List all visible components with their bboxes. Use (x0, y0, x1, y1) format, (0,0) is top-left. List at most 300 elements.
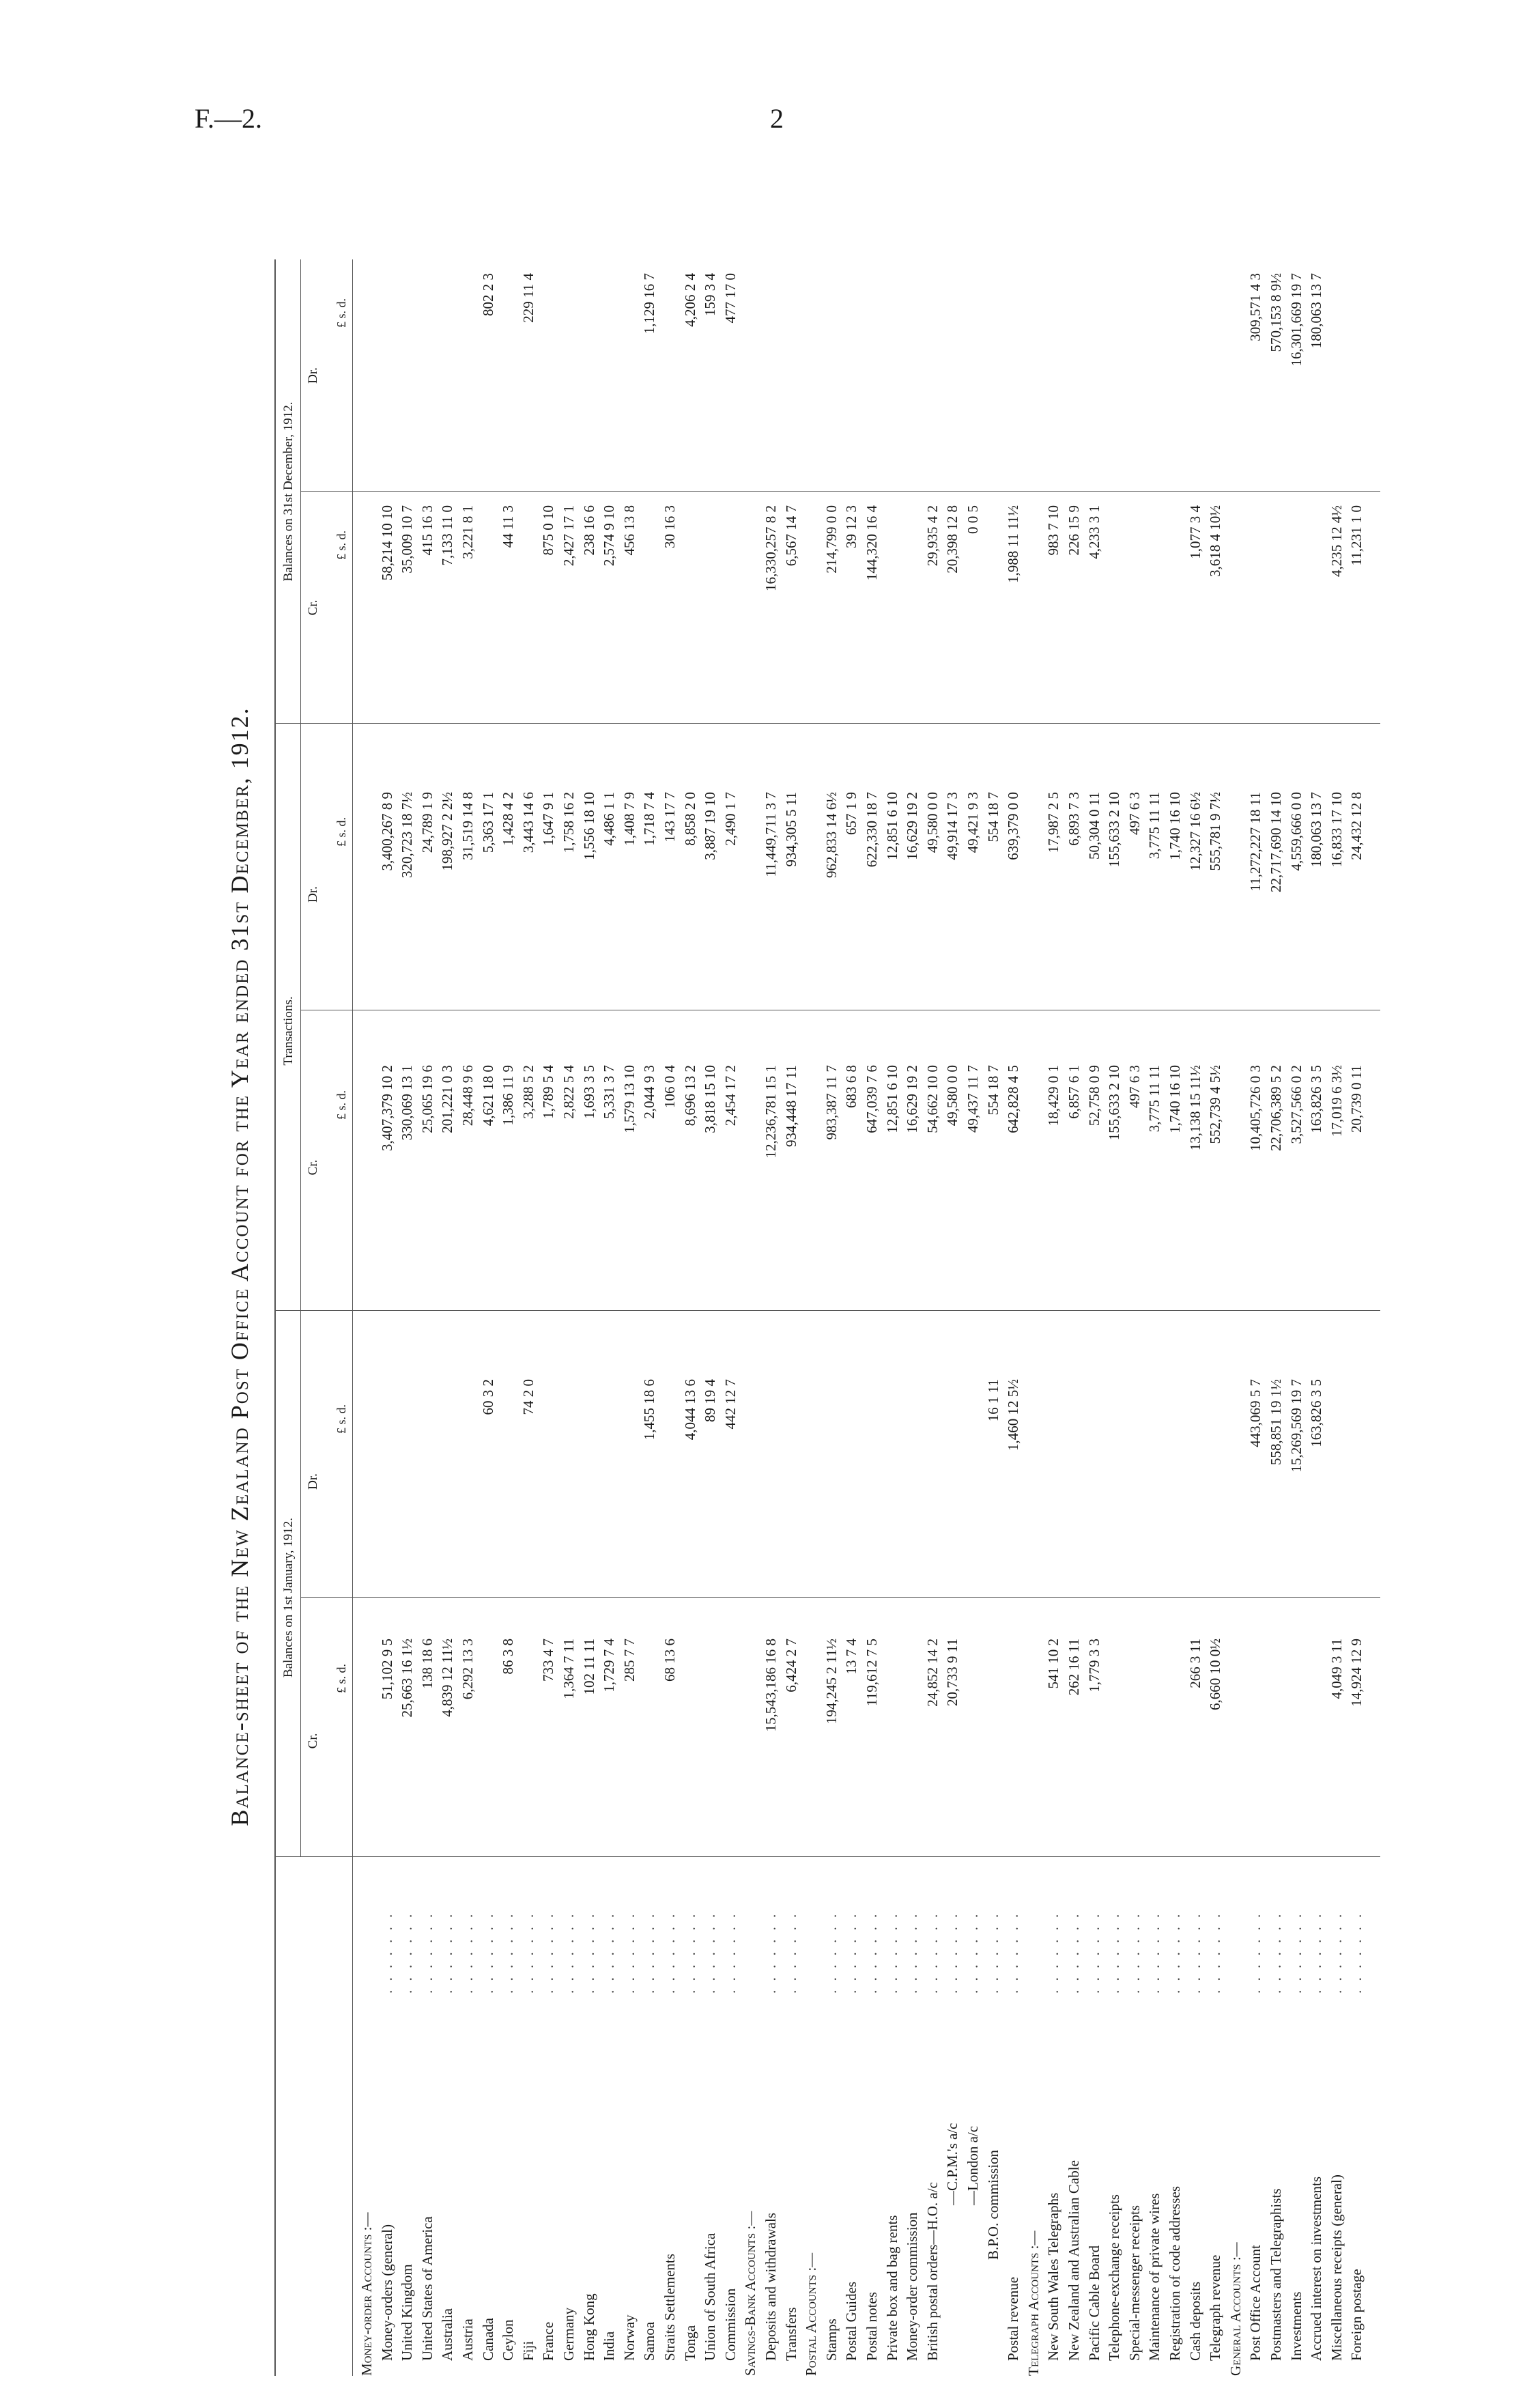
amount-tdr: 31,519 14 8 (459, 792, 476, 860)
account-label: Special-messenger receipts (1126, 2205, 1143, 2361)
amount-tdr: 16,833 17 10 (1328, 792, 1345, 868)
table-row (662, 259, 678, 2376)
amount-tdr: 934,305 5 11 (782, 792, 799, 867)
amount-tcr: 647,039 7 6 (864, 1065, 880, 1133)
amount-b1cr: 285 7 7 (621, 1639, 638, 1682)
amount-b1cr: 102 11 11 (580, 1639, 597, 1695)
account-label: Miscellaneous receipts (general) (1328, 2174, 1345, 2361)
amount-b2cr: 3,618 4 10½ (1207, 505, 1224, 577)
amount-b1dr: 60 3 2 (479, 1379, 496, 1415)
table-row (965, 259, 981, 2376)
amount-b1cr: 138 18 6 (418, 1639, 436, 1689)
amount-tcr: 2,044 9 3 (641, 1065, 658, 1119)
table-row (1309, 259, 1324, 2376)
amount-tdr: 1,718 7 4 (641, 792, 658, 846)
table-row (601, 259, 617, 2376)
amount-b1cr: 541 10 2 (1045, 1639, 1062, 1689)
account-label: Foreign postage (1348, 2269, 1365, 2361)
amount-b1cr: 20,733 9 11 (944, 1639, 961, 1706)
account-label: India (601, 2331, 618, 2361)
amount-b2cr: 983 7 10 (1045, 505, 1062, 556)
amount-tcr: 13,138 15 11½ (1186, 1065, 1203, 1151)
account-label: Australia (439, 2308, 456, 2361)
amount-b1cr: 14,924 12 9 (1348, 1639, 1365, 1707)
table-row (1188, 259, 1203, 2376)
account-label: Germany (560, 2307, 577, 2361)
amount-b1cr: 13 7 4 (843, 1639, 860, 1675)
account-label: Canada (479, 2318, 496, 2361)
leader-dots: . . . . . . . (580, 1911, 597, 1994)
amount-tcr: 22,706,389 5 2 (1268, 1065, 1284, 1151)
amount-b1cr: 86 3 8 (500, 1639, 517, 1675)
amount-b2dr: 570,153 8 9½ (1268, 273, 1284, 352)
section-heading: Postal Accounts :— (803, 2252, 820, 2376)
amount-tcr: 12,236,781 15 1 (762, 1065, 779, 1159)
amount-b2cr: 1,077 3 4 (1186, 505, 1203, 559)
leader-dots: . . . . . . . (883, 1911, 900, 1994)
section-row (1026, 259, 1042, 2376)
amount-b2cr: 238 16 6 (580, 505, 597, 556)
currency-header: £ s. d. (334, 1090, 348, 1120)
leader-dots: . . . . . . . (378, 1911, 395, 1994)
amount-b2dr: 180,063 13 7 (1308, 273, 1325, 349)
account-label: B.P.O. commission (984, 2149, 1001, 2260)
table-row (481, 259, 496, 2376)
page-number: 2 (770, 103, 784, 134)
amount-b2cr: 2,427 17 1 (560, 505, 577, 567)
amount-b2cr: 415 16 3 (418, 505, 436, 556)
amount-tdr: 657 1 9 (843, 792, 860, 835)
amount-tdr: 3,887 19 10 (702, 792, 719, 860)
amount-b1dr: 74 2 0 (519, 1379, 537, 1415)
amount-b1cr: 25,663 16 1½ (399, 1639, 416, 1718)
amount-b1dr: 1,460 12 5½ (1005, 1379, 1022, 1451)
amount-b1dr: 442 12 7 (722, 1379, 739, 1430)
leader-dots: . . . . . . . (843, 1911, 860, 1994)
amount-tcr: 1,579 13 10 (621, 1065, 638, 1133)
amount-b2cr: 44 11 3 (500, 505, 517, 548)
amount-b2cr: 20,398 12 8 (944, 505, 961, 573)
section-row (803, 259, 819, 2376)
amount-tdr: 4,486 1 1 (601, 792, 618, 846)
amount-tdr: 1,408 7 9 (621, 792, 638, 846)
table-row (622, 259, 638, 2376)
section-heading: Telegraph Accounts :— (1025, 2230, 1042, 2376)
currency-header: £ s. d. (334, 530, 348, 560)
amount-tdr: 3,443 14 6 (519, 792, 537, 853)
amount-tcr: 3,775 11 11 (1146, 1065, 1163, 1133)
amount-tcr: 2,454 17 2 (722, 1065, 739, 1126)
leader-dots: . . . . . . . (782, 1911, 799, 1994)
amount-tdr: 554 18 7 (984, 792, 1001, 842)
account-label: Austria (459, 2319, 476, 2361)
amount-tdr: 180,063 13 7 (1308, 792, 1325, 868)
amount-tcr: 3,407,379 10 2 (378, 1065, 395, 1151)
amount-b1dr: 163,826 3 5 (1308, 1379, 1325, 1447)
amount-b2cr: 0 0 5 (965, 505, 981, 534)
amount-tdr: 24,432 12 8 (1348, 792, 1365, 860)
document-reference: F.—2. (195, 103, 263, 134)
amount-b1dr: 89 19 4 (702, 1379, 719, 1422)
amount-tcr: 17,019 6 3½ (1328, 1065, 1345, 1137)
amount-b1cr: 4,839 12 11½ (439, 1639, 456, 1717)
table-row (925, 259, 941, 2376)
leader-dots: . . . . . . . (823, 1911, 840, 1994)
amount-b1cr: 119,612 7 5 (864, 1639, 880, 1706)
col-header-transactions-dr: Dr. (306, 886, 320, 903)
amount-tcr: 49,580 0 0 (944, 1065, 961, 1126)
leader-dots: . . . . . . . (924, 1911, 941, 1994)
leader-dots: . . . . . . . (722, 1911, 739, 1994)
leader-dots: . . . . . . . (1106, 1911, 1123, 1994)
section-heading: General Accounts :— (1227, 2242, 1244, 2376)
account-label: Private box and bag rents (883, 2215, 900, 2361)
amount-b1cr: 266 3 11 (1186, 1639, 1203, 1688)
amount-b1cr: 6,292 13 3 (459, 1639, 476, 1700)
amount-b1cr: 4,049 3 11 (1328, 1639, 1345, 1699)
balance-sheet-table (225, 259, 1386, 2376)
amount-tdr: 555,781 9 7½ (1207, 792, 1224, 871)
account-label: —London a/c (965, 2125, 981, 2205)
col-header-opening-dr: Dr. (306, 1473, 320, 1490)
account-label: Ceylon (500, 2319, 517, 2361)
amount-b2cr: 30 16 3 (661, 505, 678, 548)
leader-dots: . . . . . . . (560, 1911, 577, 1994)
col-header-transactions-cr: Cr. (306, 1159, 320, 1176)
amount-b1dr: 15,269,569 19 7 (1287, 1379, 1304, 1473)
amount-b1dr: 1,455 18 6 (641, 1379, 658, 1441)
amount-b2cr: 4,233 3 1 (1085, 505, 1102, 559)
leader-dots: . . . . . . . (1308, 1911, 1325, 1994)
amount-tdr: 497 6 3 (1126, 792, 1143, 835)
amount-tdr: 962,833 14 6½ (823, 792, 840, 878)
amount-tdr: 1,758 16 2 (560, 792, 577, 853)
leader-dots: . . . . . . . (540, 1911, 557, 1994)
amount-tcr: 20,739 0 11 (1348, 1065, 1365, 1133)
amount-b2dr: 16,301,669 19 7 (1287, 273, 1304, 367)
amount-tcr: 3,288 5 2 (519, 1065, 537, 1119)
leader-dots: . . . . . . . (399, 1911, 416, 1994)
amount-b2cr: 214,799 0 0 (823, 505, 840, 573)
account-label: Commission (722, 2288, 739, 2361)
currency-header: £ s. d. (334, 1663, 348, 1693)
amount-b2cr: 456 13 8 (621, 505, 638, 556)
group-header-transactions: Transactions. (281, 996, 296, 1066)
leader-dots: . . . . . . . (418, 1911, 436, 1994)
account-label: Telegraph revenue (1207, 2254, 1224, 2361)
amount-tdr: 49,421 9 3 (965, 792, 981, 853)
table-row (763, 259, 779, 2376)
amount-b1cr: 6,660 10 0½ (1207, 1639, 1224, 1710)
amount-tdr: 143 17 7 (661, 792, 678, 842)
leader-dots: . . . . . . . (965, 1911, 981, 1994)
table-row (1289, 259, 1304, 2376)
amount-tcr: 1,386 11 9 (500, 1065, 517, 1126)
leader-dots: . . . . . . . (864, 1911, 880, 1994)
amount-b2dr: 309,571 4 3 (1247, 273, 1264, 341)
leader-dots: . . . . . . . (1348, 1911, 1365, 1994)
leader-dots: . . . . . . . (1126, 1911, 1143, 1994)
amount-tcr: 28,448 9 6 (459, 1065, 476, 1126)
amount-tdr: 12,327 16 6½ (1186, 792, 1203, 871)
table-row (460, 259, 476, 2376)
leader-dots: . . . . . . . (904, 1911, 921, 1994)
table-row (1248, 259, 1264, 2376)
table-row (582, 259, 597, 2376)
amount-tdr: 4,559,666 0 0 (1287, 792, 1304, 871)
amount-tcr: 683 6 8 (843, 1065, 860, 1108)
amount-b2dr: 1,129 16 7 (641, 273, 658, 335)
amount-b2cr: 1,988 11 11½ (1005, 505, 1022, 583)
amount-tcr: 552,739 4 5½ (1207, 1065, 1224, 1144)
table-row (904, 259, 920, 2376)
amount-tcr: 330,069 13 1 (399, 1065, 416, 1141)
table-row (1066, 259, 1082, 2376)
table-title: Balance-sheet of the New Zealand Post Office Account for the Year ended 31st December, 1912. (226, 707, 253, 1826)
account-label: Accrued interest on investments (1308, 2176, 1325, 2361)
account-label: Money-orders (general) (378, 2224, 395, 2361)
table-row (1107, 259, 1122, 2376)
amount-b2cr: 144,320 16 4 (864, 505, 880, 581)
account-label: Postmasters and Telegraphists (1268, 2188, 1284, 2361)
leader-dots: . . . . . . . (459, 1911, 476, 1994)
account-label: Telephone-exchange receipts (1106, 2194, 1123, 2361)
section-row (359, 259, 375, 2376)
section-row (1228, 259, 1244, 2376)
account-label: Money-order commission (904, 2212, 921, 2361)
account-label: Fiji (519, 2340, 537, 2361)
amount-b1cr: 733 4 7 (540, 1639, 557, 1682)
amount-tdr: 16,629 19 2 (904, 792, 921, 860)
amount-b1cr: 262 16 11 (1066, 1639, 1082, 1696)
amount-b1dr: 4,044 13 6 (681, 1379, 698, 1441)
amount-tdr: 6,893 7 3 (1066, 792, 1082, 846)
amount-tdr: 5,363 17 1 (479, 792, 496, 853)
table-row (1147, 259, 1163, 2376)
leader-dots: . . . . . . . (1066, 1911, 1082, 1994)
account-label: Registration of code addresses (1167, 2185, 1183, 2361)
amount-b2cr: 35,009 10 7 (399, 505, 416, 573)
table-row (561, 259, 577, 2376)
amount-b2dr: 229 11 4 (519, 273, 537, 323)
amount-tdr: 17,987 2 5 (1045, 792, 1062, 853)
group-header-opening-balances: Balances on 1st January, 1912. (281, 1517, 296, 1678)
amount-tcr: 5,331 3 7 (601, 1065, 618, 1119)
amount-tdr: 49,914 17 3 (944, 792, 961, 860)
header-rule-top (274, 259, 276, 2376)
table-row (723, 259, 739, 2376)
table-row (945, 259, 960, 2376)
leader-dots: . . . . . . . (1005, 1911, 1022, 1994)
account-label: New South Wales Telegraphs (1045, 2192, 1062, 2361)
amount-tdr: 8,858 2 0 (681, 792, 698, 846)
account-label: New Zealand and Australian Cable (1066, 2160, 1082, 2361)
table-row (420, 259, 436, 2376)
table-row (1349, 259, 1365, 2376)
amount-tcr: 8,696 13 2 (681, 1065, 698, 1126)
leader-dots: . . . . . . . (1186, 1911, 1203, 1994)
amount-tcr: 12,851 6 10 (883, 1065, 900, 1133)
table-row (702, 259, 718, 2376)
amount-b2dr: 4,206 2 4 (681, 273, 698, 327)
account-label: —C.P.M.'s a/c (944, 2123, 961, 2205)
amount-b2cr: 11,231 1 0 (1348, 505, 1365, 566)
amount-tcr: 54,662 10 0 (924, 1065, 941, 1133)
account-label: Postal notes (864, 2292, 880, 2361)
leader-dots: . . . . . . . (702, 1911, 719, 1994)
amount-tcr: 642,828 4 5 (1005, 1065, 1022, 1133)
account-label: Cash deposits (1186, 2281, 1203, 2361)
account-label: Tonga (681, 2325, 698, 2361)
table-row (1329, 259, 1345, 2376)
table-row (399, 259, 415, 2376)
amount-tcr: 3,818 15 10 (702, 1065, 719, 1133)
amount-tcr: 2,822 5 4 (560, 1065, 577, 1119)
account-label: Maintenance of private wires (1146, 2193, 1163, 2361)
leader-dots: . . . . . . . (1167, 1911, 1183, 1994)
amount-tcr: 934,448 17 11 (782, 1065, 799, 1147)
currency-header: £ s. d. (334, 1404, 348, 1434)
section-row (743, 259, 758, 2376)
amount-tcr: 3,527,566 0 2 (1287, 1065, 1304, 1144)
amount-tdr: 155,633 2 10 (1106, 792, 1123, 868)
leader-dots: . . . . . . . (681, 1911, 698, 1994)
table-row (1046, 259, 1061, 2376)
amount-b1cr: 194,245 2 11½ (823, 1639, 840, 1725)
amount-tcr: 49,437 11 7 (965, 1065, 981, 1133)
amount-tdr: 2,490 1 7 (722, 792, 739, 846)
table-row (844, 259, 859, 2376)
group-header-rule (300, 259, 301, 1857)
leader-dots: . . . . . . . (762, 1911, 779, 1994)
leader-dots: . . . . . . . (641, 1911, 658, 1994)
amount-b1cr: 24,852 14 2 (924, 1639, 941, 1707)
amount-tdr: 1,428 4 2 (500, 792, 517, 846)
section-heading: Money-order Accounts :— (358, 2212, 375, 2376)
table-row (1087, 259, 1102, 2376)
amount-tdr: 49,580 0 0 (924, 792, 941, 853)
table-row (440, 259, 455, 2376)
table-row (500, 259, 516, 2376)
amount-tcr: 1,740 16 10 (1167, 1065, 1183, 1133)
col-header-closing-cr: Cr. (306, 599, 320, 616)
table-row (380, 259, 395, 2376)
leader-dots: . . . . . . . (1268, 1911, 1284, 1994)
amount-tdr: 1,647 9 1 (540, 792, 557, 846)
table-row (864, 259, 880, 2376)
leader-dots: . . . . . . . (661, 1911, 678, 1994)
table-row (885, 259, 900, 2376)
amount-tdr: 639,379 0 0 (1005, 792, 1022, 860)
leader-dots: . . . . . . . (479, 1911, 496, 1994)
amount-tcr: 16,629 19 2 (904, 1065, 921, 1133)
amount-tcr: 497 6 3 (1126, 1065, 1143, 1108)
account-label: Post Office Account (1247, 2245, 1264, 2361)
table-row (1127, 259, 1143, 2376)
amount-b1dr: 16 1 11 (984, 1379, 1001, 1422)
leader-dots: . . . . . . . (1085, 1911, 1102, 1994)
account-label: Postal revenue (1005, 2276, 1022, 2361)
currency-header: £ s. d. (334, 817, 348, 847)
amount-tcr: 52,758 0 9 (1085, 1065, 1102, 1126)
account-label: British postal orders—H.O. a/c (924, 2182, 941, 2361)
amount-b2cr: 29,935 4 2 (924, 505, 941, 567)
account-label: France (540, 2321, 557, 2361)
amount-tcr: 18,429 0 1 (1045, 1065, 1062, 1126)
section-heading: Savings-Bank Accounts :— (742, 2211, 759, 2376)
account-label: Samoa (641, 2321, 658, 2361)
leader-dots: . . . . . . . (1247, 1911, 1264, 1994)
amount-b2dr: 477 17 0 (722, 273, 739, 324)
amount-tdr: 22,717,690 14 10 (1268, 792, 1284, 892)
amount-b2cr: 58,214 10 10 (378, 505, 395, 581)
leader-dots: . . . . . . . (1146, 1911, 1163, 1994)
amount-tdr: 3,775 11 11 (1146, 792, 1163, 860)
table-row (521, 259, 537, 2376)
table-row (683, 259, 698, 2376)
table-row (1208, 259, 1223, 2376)
account-label: Union of South Africa (702, 2233, 719, 2361)
leader-dots: . . . . . . . (621, 1911, 638, 1994)
amount-tcr: 4,621 18 0 (479, 1065, 496, 1126)
currency-header: £ s. d. (334, 298, 348, 328)
amount-b2cr: 3,221 8 1 (459, 505, 476, 559)
amount-tdr: 50,304 0 11 (1085, 792, 1102, 860)
amount-b2cr: 2,574 9 10 (601, 505, 618, 567)
amount-tdr: 3,400,267 8 9 (378, 792, 395, 871)
amount-tcr: 25,065 19 6 (418, 1065, 436, 1133)
amount-b2cr: 875 0 10 (540, 505, 557, 556)
amount-b2dr: 159 3 4 (702, 273, 719, 316)
page-header (0, 0, 1540, 178)
table-row (986, 259, 1001, 2376)
amount-tdr: 24,789 1 9 (418, 792, 436, 853)
account-label: Hong Kong (580, 2293, 597, 2361)
amount-tdr: 320,723 18 7½ (399, 792, 416, 878)
amount-tcr: 1,789 5 4 (540, 1065, 557, 1119)
amount-b1dr: 443,069 5 7 (1247, 1379, 1264, 1447)
leader-dots: . . . . . . . (439, 1911, 456, 1994)
amount-tdr: 11,449,711 3 7 (762, 792, 779, 877)
amount-tcr: 10,405,726 0 3 (1247, 1065, 1264, 1151)
leader-dots: . . . . . . . (984, 1911, 1001, 1994)
amount-tdr: 1,556 18 10 (580, 792, 597, 860)
amount-b1cr: 68 13 6 (661, 1639, 678, 1682)
table-row (1167, 259, 1183, 2376)
amount-b2cr: 39 12 3 (843, 505, 860, 548)
table-row (1006, 259, 1021, 2376)
amount-b1cr: 51,102 9 5 (378, 1639, 395, 1700)
leader-dots: . . . . . . . (1045, 1911, 1062, 1994)
amount-tcr: 1,693 3 5 (580, 1065, 597, 1119)
group-header-closing-balances: Balances on 31st December, 1912. (281, 401, 296, 582)
table-row (824, 259, 840, 2376)
account-label: Postal Guides (843, 2281, 860, 2361)
amount-b1cr: 1,779 3 3 (1085, 1639, 1102, 1692)
amount-b2cr: 7,133 11 0 (439, 505, 456, 566)
account-label: Straits Settlements (661, 2254, 678, 2361)
amount-b1cr: 15,543,186 16 8 (762, 1639, 779, 1732)
amount-b2cr: 226 15 9 (1066, 505, 1082, 556)
amount-tdr: 622,330 18 7 (864, 792, 880, 868)
leader-dots: . . . . . . . (519, 1911, 537, 1994)
amount-b2dr: 802 2 3 (479, 273, 496, 316)
amount-b1dr: 558,851 19 1½ (1268, 1379, 1284, 1465)
leader-dots: . . . . . . . (1328, 1911, 1345, 1994)
account-label: Pacific Cable Board (1085, 2245, 1102, 2361)
account-label: Stamps (823, 2319, 840, 2361)
amount-tcr: 106 0 4 (661, 1065, 678, 1108)
